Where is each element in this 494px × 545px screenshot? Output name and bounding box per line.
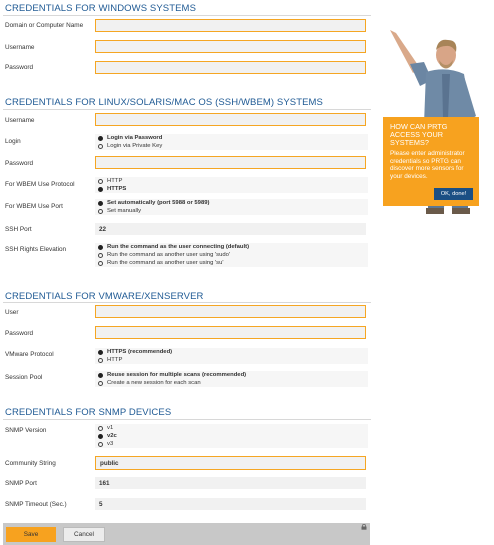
community-string-input[interactable]: public (95, 456, 366, 470)
section-title-vmware: CREDENTIALS FOR VMWARE/XENSERVER (5, 291, 204, 302)
wbem-port-label: For WBEM Use Port (5, 203, 63, 210)
vmware-password-input[interactable] (95, 326, 366, 339)
radio-selected-icon (98, 350, 103, 355)
windows-username-label: Username (5, 44, 35, 51)
linux-username-label: Username (5, 117, 35, 124)
section-title-windows: CREDENTIALS FOR WINDOWS SYSTEMS (5, 3, 197, 14)
linux-password-input[interactable] (95, 156, 366, 169)
radio-selected-icon (98, 187, 103, 192)
session-option-reuse[interactable]: Reuse session for multiple scans (recommended) (95, 371, 368, 379)
domain-input[interactable] (95, 19, 366, 32)
ssh-rights-radio-group (95, 243, 368, 267)
ssh-port-value: 22 (95, 223, 366, 235)
radio-selected-icon (98, 373, 103, 378)
vmware-password-label: Password (5, 330, 34, 337)
divider (3, 419, 371, 420)
lock-icon[interactable] (361, 524, 367, 530)
tooltip-body: Please enter administrator credentials so PRTG can discover more sensors for your devices. (390, 150, 465, 180)
windows-password-input[interactable] (95, 61, 366, 74)
radio-icon (98, 426, 103, 431)
radio-icon (98, 442, 103, 447)
snmp-version-radio-group (95, 424, 368, 448)
footer-bar (3, 523, 370, 545)
domain-label: Domain or Computer Name (5, 22, 84, 29)
linux-username-input[interactable] (95, 113, 366, 126)
snmp-version-option-v2c[interactable]: v2c (95, 432, 368, 440)
cancel-button[interactable]: Cancel (63, 527, 105, 542)
snmp-timeout-label: SNMP Timeout (Sec.) (5, 501, 67, 508)
snmp-port-value: 161 (95, 477, 366, 489)
help-tooltip (383, 117, 479, 206)
vmware-protocol-radio-group (95, 348, 368, 364)
login-option-private-key[interactable]: Login via Private Key (95, 142, 368, 150)
vmware-user-input[interactable] (95, 305, 366, 318)
login-radio-group (95, 134, 368, 150)
wbem-protocol-radio-group (95, 177, 368, 193)
ssh-rights-option-su[interactable]: Run the command as another user using 'su' (95, 259, 368, 267)
divider (3, 15, 371, 16)
snmp-version-option-v3[interactable]: v3 (95, 440, 368, 448)
vmware-protocol-option-https[interactable]: HTTPS (recommended) (95, 348, 368, 356)
radio-icon (98, 381, 103, 386)
radio-icon (98, 261, 103, 266)
wbem-protocol-option-http[interactable]: HTTP (95, 177, 368, 185)
radio-icon (98, 358, 103, 363)
ssh-port-label: SSH Port (5, 226, 32, 233)
snmp-version-label: SNMP Version (5, 427, 47, 434)
vmware-protocol-option-http[interactable]: HTTP (95, 356, 368, 364)
radio-icon (98, 179, 103, 184)
session-option-new[interactable]: Create a new session for each scan (95, 379, 368, 387)
windows-password-label: Password (5, 64, 34, 71)
snmp-timeout-value: 5 (95, 498, 366, 510)
radio-icon (98, 144, 103, 149)
ssh-rights-option-default[interactable]: Run the command as the user connecting (default) (95, 243, 368, 251)
vmware-protocol-label: VMware Protocol (5, 351, 54, 358)
radio-selected-icon (98, 136, 103, 141)
wbem-protocol-label: For WBEM Use Protocol (5, 181, 75, 188)
radio-selected-icon (98, 434, 103, 439)
ssh-rights-option-sudo[interactable]: Run the command as another user using 'sudo' (95, 251, 368, 259)
wbem-port-radio-group (95, 199, 368, 215)
divider (3, 302, 371, 303)
section-title-snmp: CREDENTIALS FOR SNMP DEVICES (5, 407, 172, 418)
session-pool-radio-group (95, 371, 368, 387)
login-label: Login (5, 138, 21, 145)
login-option-password[interactable]: Login via Password (95, 134, 368, 142)
ok-done-button[interactable]: OK, done! (434, 188, 473, 200)
tooltip-title: HOW CAN PRTG ACCESS YOUR SYSTEMS? (390, 122, 448, 147)
vmware-user-label: User (5, 309, 19, 316)
section-title-linux: CREDENTIALS FOR LINUX/SOLARIS/MAC OS (SSH/WBEM) SYSTEMS (5, 97, 323, 108)
divider (3, 109, 371, 110)
windows-username-input[interactable] (95, 40, 366, 53)
session-pool-label: Session Pool (5, 374, 43, 381)
community-string-label: Community String (5, 460, 56, 467)
linux-password-label: Password (5, 160, 34, 167)
wbem-protocol-option-https[interactable]: HTTPS (95, 185, 368, 193)
snmp-version-option-v1[interactable]: v1 (95, 424, 368, 432)
radio-icon (98, 209, 103, 214)
wbem-port-option-manual[interactable]: Set manually (95, 207, 368, 215)
snmp-port-label: SNMP Port (5, 480, 37, 487)
save-button[interactable]: Save (6, 527, 56, 542)
radio-icon (98, 253, 103, 258)
radio-selected-icon (98, 245, 103, 250)
ssh-rights-label: SSH Rights Elevation (5, 246, 67, 253)
radio-selected-icon (98, 201, 103, 206)
wbem-port-option-auto[interactable]: Set automatically (port 5988 or 5989) (95, 199, 368, 207)
